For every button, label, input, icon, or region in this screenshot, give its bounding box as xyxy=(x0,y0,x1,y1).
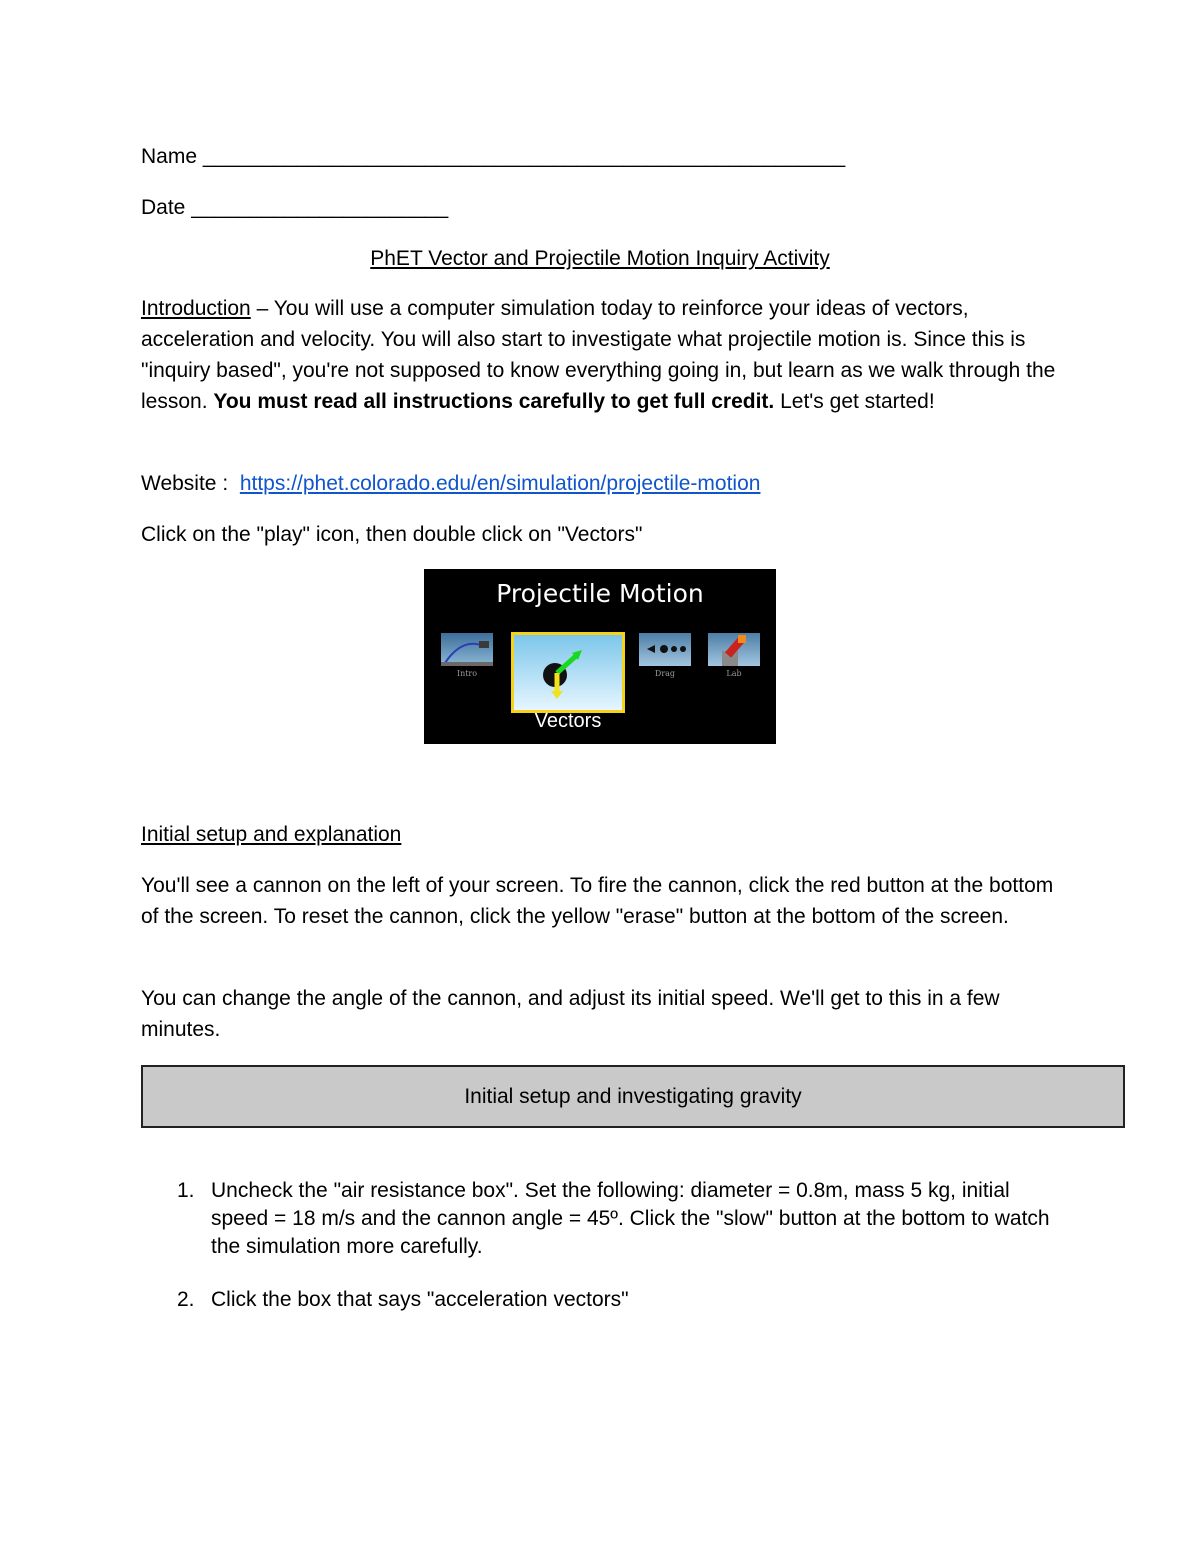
page-title: PhET Vector and Projectile Motion Inquiry Activity xyxy=(370,247,830,270)
intro-paragraph xyxy=(141,293,1061,417)
tab-vectors-label: Vectors xyxy=(534,710,602,732)
tab-vectors[interactable] xyxy=(511,632,625,713)
tab-drag[interactable] xyxy=(639,633,691,678)
list-item-number: 1. xyxy=(177,1179,195,1202)
name-blank: _______________________________________________________ xyxy=(202,145,846,168)
setup-paragraph-1: You'll see a cannon on the left of your screen. To fire the cannon, click the red button at the bottom of the screen. To reset the cannon, click the yellow "erase" button at the bottom of the screen. xyxy=(141,874,1054,928)
list-item-number: 2. xyxy=(177,1288,195,1311)
tab-intro[interactable] xyxy=(441,633,493,678)
website-label: Website : xyxy=(141,472,240,495)
list-item xyxy=(141,1177,1061,1261)
intro-heading: Introduction xyxy=(141,297,251,320)
setup-heading: Initial setup and explanation xyxy=(141,823,402,846)
vectors-thumbnail-icon xyxy=(514,635,622,710)
click-instruction: Click on the "play" icon, then double click on "Vectors" xyxy=(141,523,643,546)
intro-bold: You must read all instructions carefully to get full credit. xyxy=(213,390,775,413)
date-blank: ______________________ xyxy=(191,196,449,219)
name-label: Name xyxy=(141,145,198,168)
tab-lab[interactable] xyxy=(708,633,760,678)
setup-paragraph-2: You can change the angle of the cannon, and adjust its initial speed. We'll get to this in a few minutes. xyxy=(141,987,1000,1041)
date-line xyxy=(141,192,448,223)
website-line xyxy=(141,468,760,499)
intro-text: – You will use a computer simulation today to reinforce your ideas of vectors, acceleration and velocity. You will also start to investigate what projectile motion is. Since this is "inquiry based", you're not supposed to know everything going in, but learn as we walk through the lesson. xyxy=(141,297,1056,413)
list-item-text: Click the box that says "acceleration vectors" xyxy=(211,1288,629,1311)
section-box xyxy=(141,1065,1125,1128)
section-box-title: Initial setup and investigating gravity xyxy=(464,1084,802,1108)
tab-lab-label: Lab xyxy=(726,669,742,678)
drag-thumbnail-icon xyxy=(639,633,691,666)
intro-text-end: Let's get started! xyxy=(774,390,935,413)
intro-thumbnail-icon xyxy=(441,633,493,666)
date-label: Date xyxy=(141,196,186,219)
tab-drag-label: Drag xyxy=(654,669,676,678)
list-item-text: Uncheck the "air resistance box". Set the following: diameter = 0.8m, mass 5 kg, initial speed = 18 m/s and the cannon angle = 45º. Click the "slow" button at the bottom to watch the simulation more carefully. xyxy=(211,1179,1050,1258)
list-item xyxy=(141,1286,1061,1314)
name-line xyxy=(141,141,845,172)
website-link[interactable]: https://phet.colorado.edu/en/simulation/projectile-motion xyxy=(239,472,761,495)
sim-title: Projectile Motion xyxy=(496,579,704,608)
tab-intro-label: Intro xyxy=(456,669,478,678)
simulation-screenshot xyxy=(424,569,776,744)
lab-thumbnail-icon xyxy=(708,633,760,666)
